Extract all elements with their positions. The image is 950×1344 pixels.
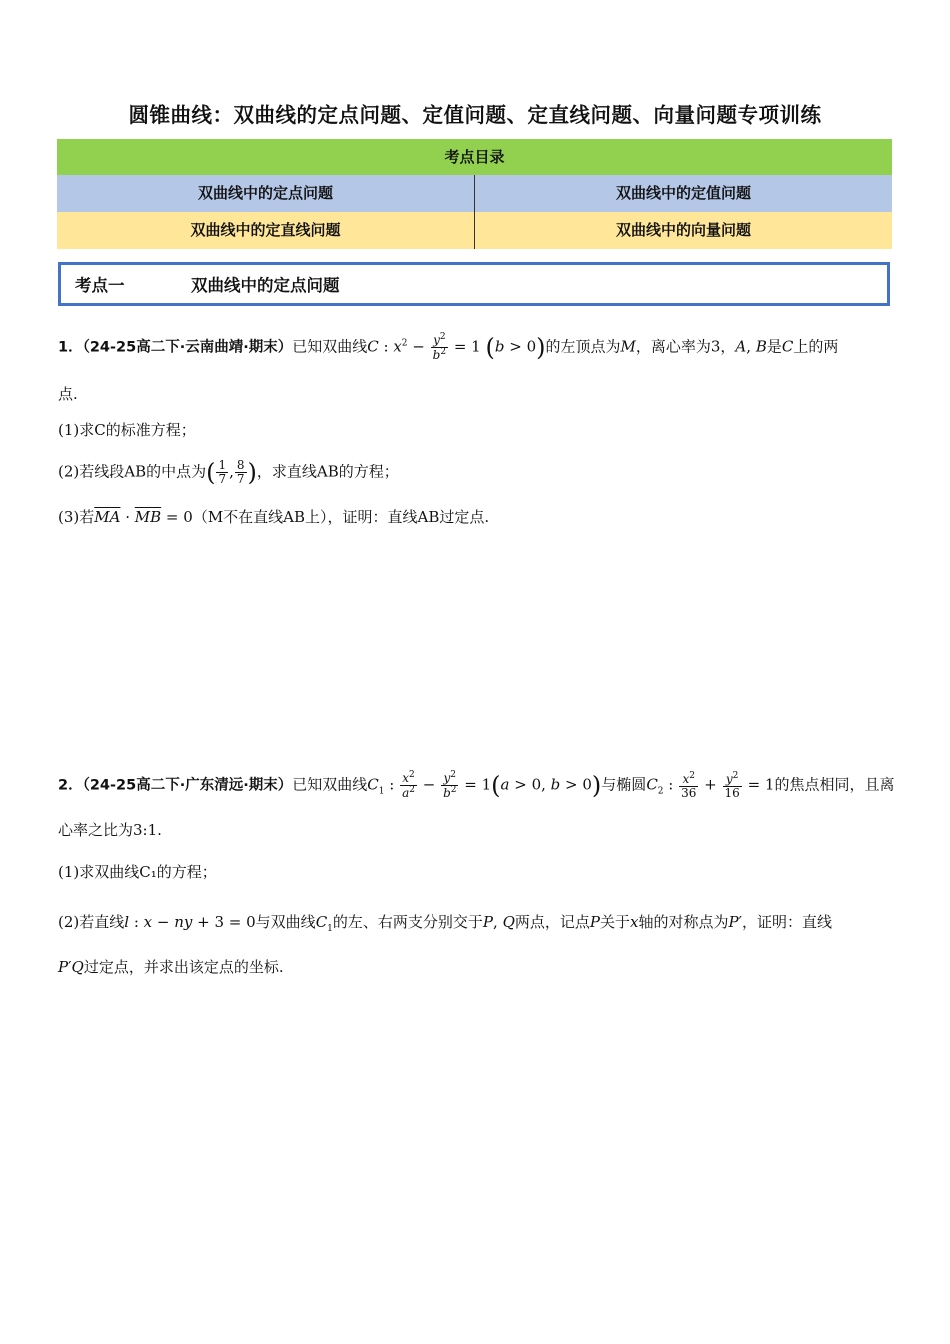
section-heading [58, 262, 890, 306]
problem-2-q2-cont: P′Q过定点，并求出该定点的坐标. [58, 958, 284, 976]
section-label: 考点一 [75, 276, 125, 295]
toc-header: 考点目录 [57, 139, 892, 175]
problem-text: 上的两 [793, 337, 839, 356]
problem-text: 的左、右两支分别交于 [332, 913, 483, 931]
problem-2-line-2: 心率之比为3:1. [58, 821, 162, 839]
problem-text: 是 [766, 337, 782, 356]
problem-text: 的左顶点为 [545, 337, 621, 356]
toc-row [57, 212, 892, 249]
section-title: 双曲线中的定点问题 [191, 276, 340, 295]
problem-text: (3)若 [58, 508, 95, 526]
problem-1-line-1: 1．（24-25高二下·云南曲靖·期末）已知双曲线C : $x^2$ − $\frac{y^2}{b^2}$ = 1 (b > 0)的左顶点为M，离心率为3，A, B是C上的两 [58, 332, 839, 363]
toc-item[interactable]: 双曲线中的定值问题 [615, 184, 751, 202]
problem-text: ，求直线AB的方程； [256, 462, 399, 481]
problem-2-q2: (2)若直线l : x − ny + 3 = 0与双曲线$C_1$的左、右两支分别交于P, Q两点，记点P关于x轴的对称点为P′，证明：直线 [58, 913, 832, 934]
problem-text: 已知双曲线 [292, 775, 368, 794]
problem-text: （M不在直线AB上），证明：直线AB过定点. [192, 508, 490, 526]
problem-text: ，离心率为3， [635, 337, 736, 356]
problem-1-q1: (1)求C的标准方程； [58, 421, 196, 439]
problem-text: (2)若直线 [58, 913, 125, 931]
problem-text: ，证明：直线 [741, 913, 832, 931]
problem-1-q2: (2)若线段AB的中点为( $\frac{1}{7}$ , $\frac{8}{7}$ )，求直线AB的方程； [58, 458, 399, 487]
problem-source: （24-25高二下·云南曲靖·期末） [82, 339, 293, 356]
page-title: 圆锥曲线：双曲线的定点问题、定值问题、定直线问题、向量问题专项训练 [128, 103, 822, 127]
problem-2-line-1: 2．（24-25高二下·广东清远·期末）已知双曲线$C_1$ : $\frac{x^2}{a^2}$ − $\frac{y^2}{b^2}$ = 1(a > 0, b > 0)与椭圆$C_2$ : $\frac{x^2}{36}$ + $\frac{y^2}{16}$ = 1的焦点相同，且离 [58, 770, 895, 801]
problem-text: 两点，记点 [514, 913, 590, 931]
problem-text: 与双曲线 [255, 913, 316, 931]
toc-row [57, 175, 892, 212]
toc-table [57, 139, 892, 249]
problem-text: 的焦点相同，且离 [774, 775, 895, 794]
problem-text: 已知双曲线 [292, 337, 368, 356]
problem-number: 2． [58, 777, 83, 794]
problem-1-line-2: 点. [58, 385, 78, 403]
toc-item[interactable]: 双曲线中的向量问题 [615, 221, 751, 239]
problem-text: 过定点，并求出该定点的坐标. [83, 958, 284, 976]
problem-text: 与椭圆 [601, 775, 647, 794]
problem-text: 轴的对称点为 [638, 913, 729, 931]
problem-number: 1． [58, 339, 83, 356]
problem-2-q1: (1)求双曲线C₁的方程； [58, 863, 217, 881]
problem-source: （24-25高二下·广东清远·期末） [82, 777, 293, 794]
toc-item[interactable]: 双曲线中的定点问题 [57, 175, 475, 212]
problem-text: 关于 [599, 913, 630, 931]
problem-1-q3: (3)若$\overline{MA} \cdot \overline{MB} = 0(M$不在直线AB上），证明：直线AB过定点. [58, 508, 490, 526]
toc-item[interactable]: 双曲线中的定直线问题 [57, 212, 475, 249]
problem-text: (2)若线段AB的中点为 [58, 462, 207, 481]
